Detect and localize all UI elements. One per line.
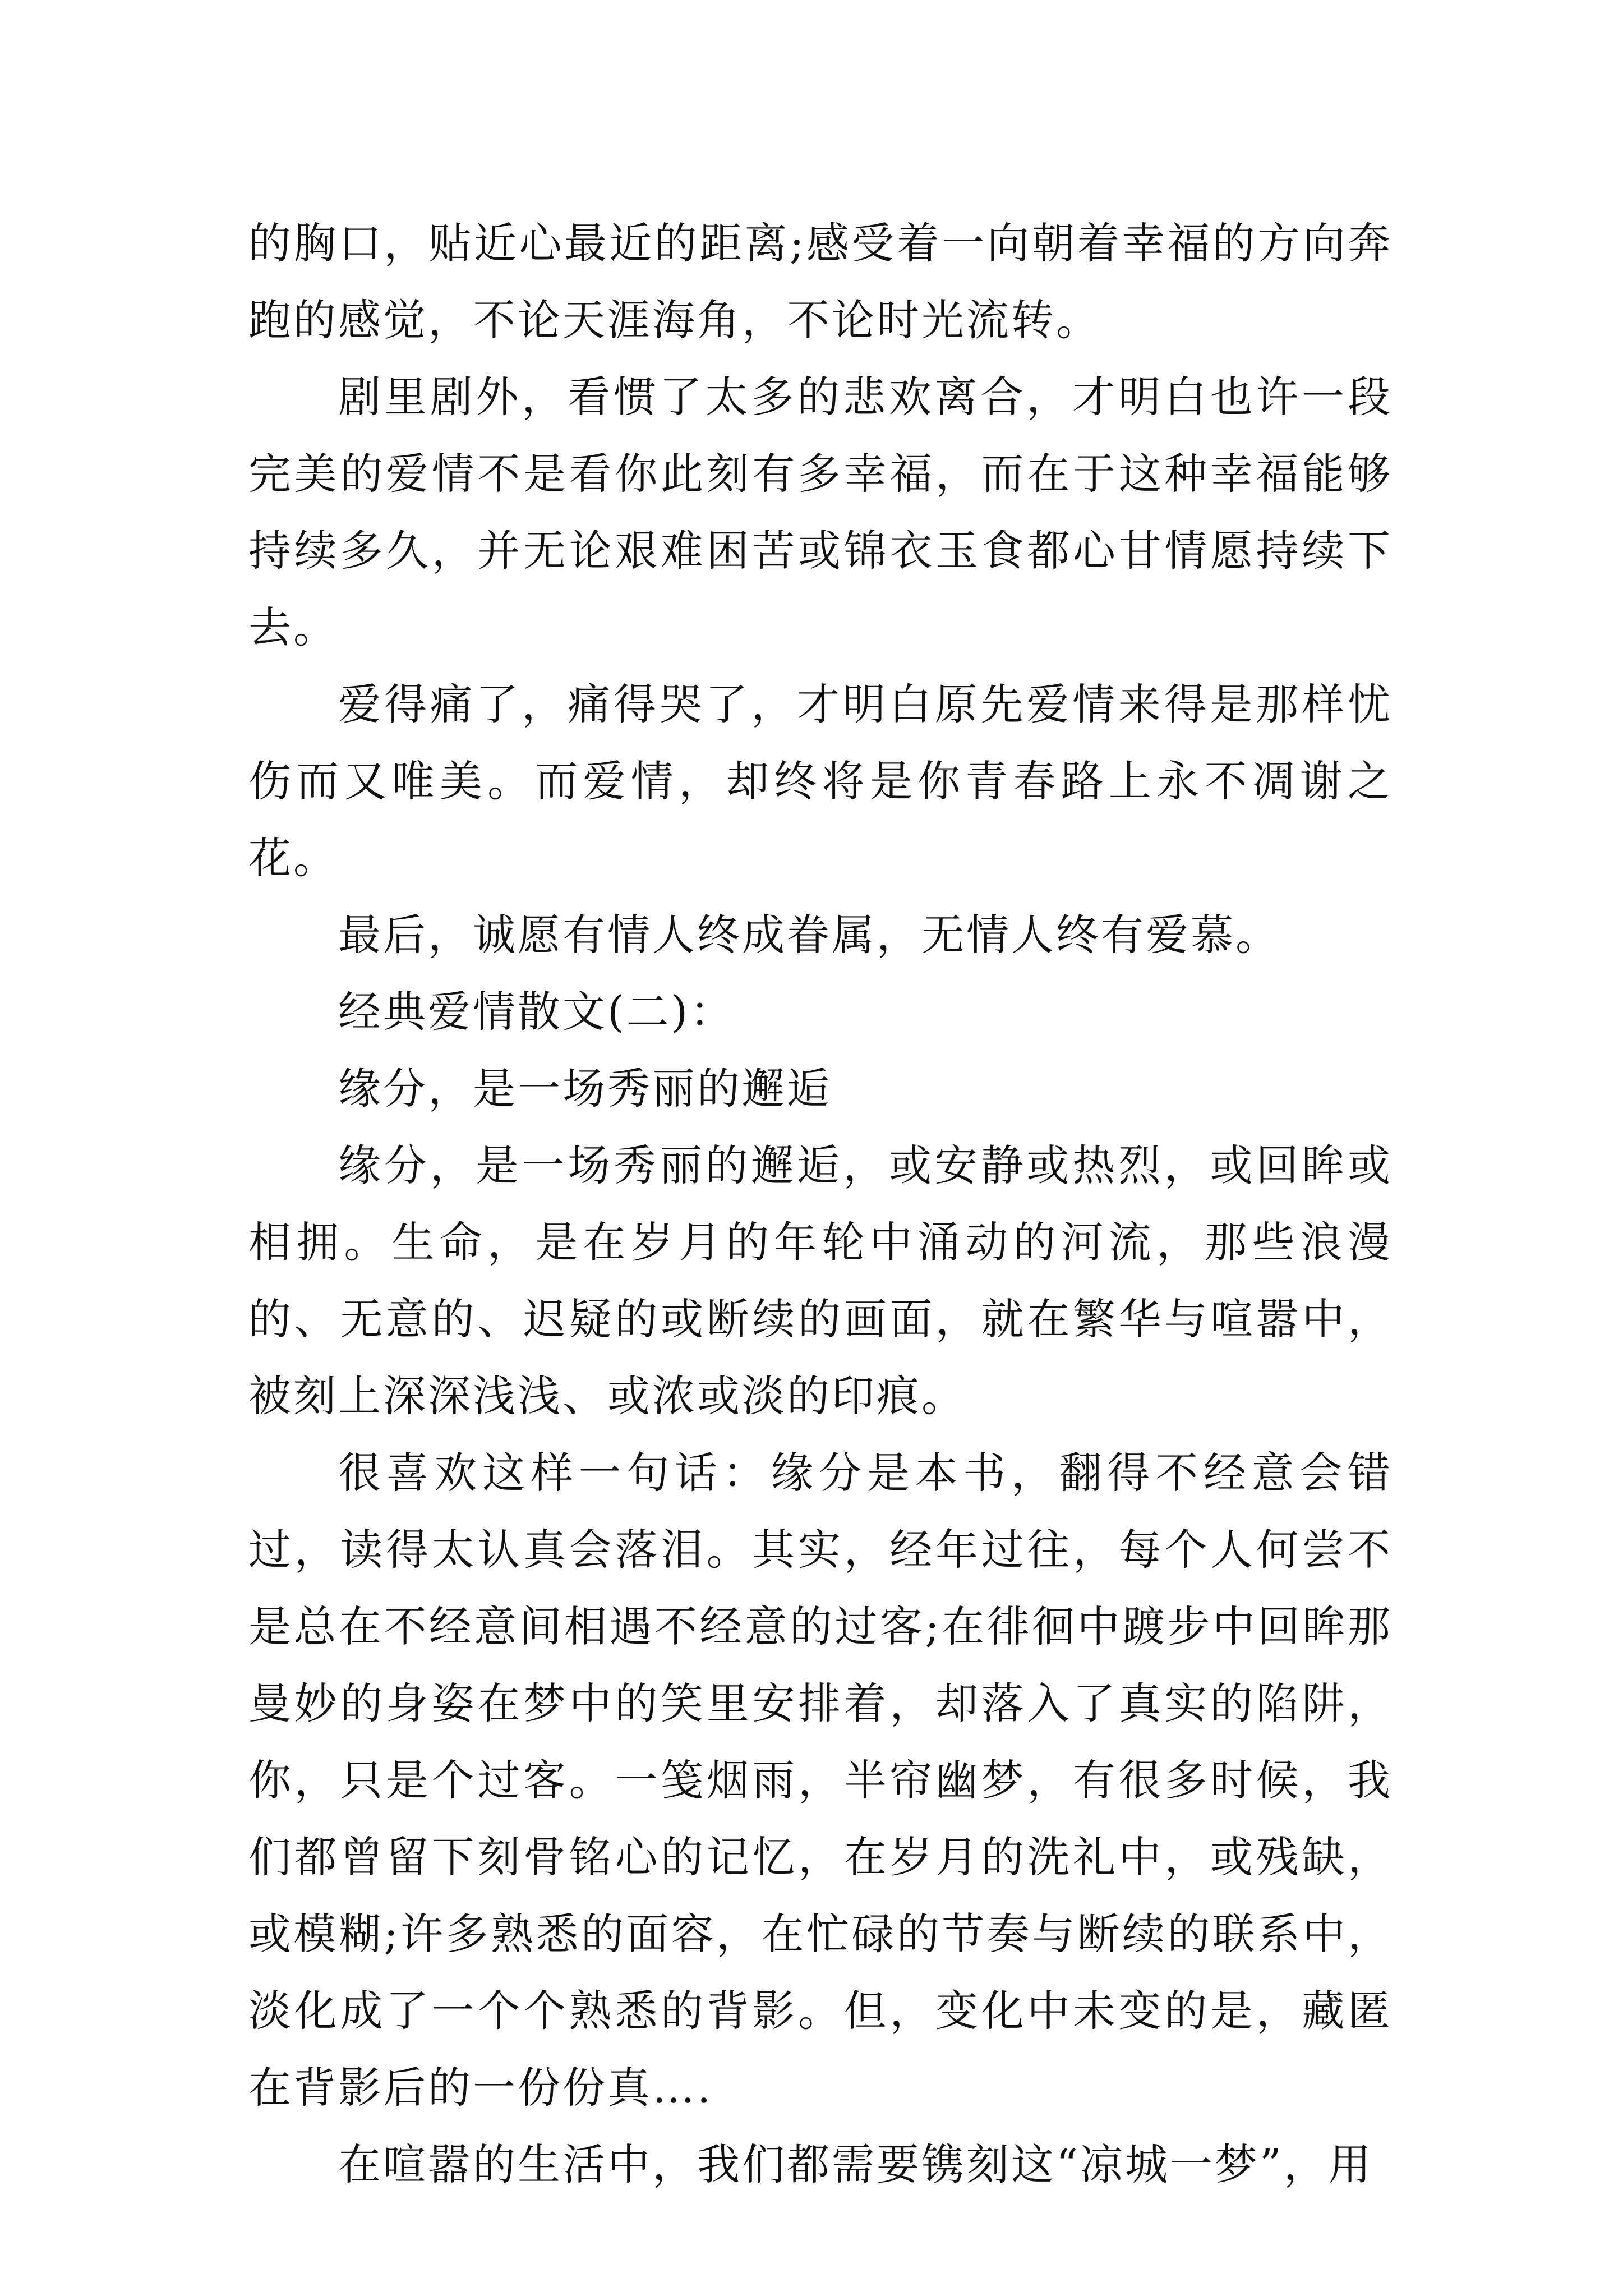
essay-title: 缘分，是一场秀丽的邂逅 <box>338 1064 832 1114</box>
paragraph: 最后，诚愿有情人终成眷属，无情人终有爱慕。 <box>338 910 1280 960</box>
section-heading: 经典爱情散文(二)： <box>338 987 735 1037</box>
paragraph: 很喜欢这样一句话：缘分是本书，翻得不经意会错过，读得太认真会落泪。其实，经年过往，每个人何尝不是总在不经意间相遇不经意的过客;在徘徊中踱步中回眸那曼妙的身姿在梦中的笑里安排着，却落入了真实的陷阱，你，只是个过客。一笺烟雨，半帘幽梦，有很多时候，我们都曾留下刻骨铭心的记忆，在岁月的洗礼中，或残缺，或模糊;许多熟悉的面容，在忙碌的节奏与断续的联系中，淡化成了一个个熟悉的背影。但，变化中未变的是，藏匿在背影后的一份份真…. <box>248 1448 1393 2113</box>
document-body <box>248 205 1393 2203</box>
paragraph: 在喧嚣的生活中，我们都需要镌刻这“凉城一梦”，用 <box>338 2139 1373 2189</box>
paragraph: 剧里剧外，看惯了太多的悲欢离合，才明白也许一段完美的爱情不是看你此刻有多幸福，而在于这种幸福能够持续多久，并无论艰难困苦或锦衣玉食都心甘情愿持续下去。 <box>248 372 1393 652</box>
paragraph: 缘分，是一场秀丽的邂逅，或安静或热烈，或回眸或相拥。生命，是在岁月的年轮中涌动的河流，那些浪漫的、无意的、迟疑的或断续的画面，就在繁华与喧嚣中，被刻上深深浅浅、或浓或淡的印痕。 <box>248 1140 1393 1421</box>
paragraph: 爱得痛了，痛得哭了，才明白原先爱情来得是那样忧伤而又唯美。而爱情，却终将是你青春路上永不凋谢之花。 <box>248 679 1393 883</box>
paragraph: 的胸口，贴近心最近的距离;感受着一向朝着幸福的方向奔跑的感觉，不论天涯海角，不论时光流转。 <box>248 218 1393 345</box>
